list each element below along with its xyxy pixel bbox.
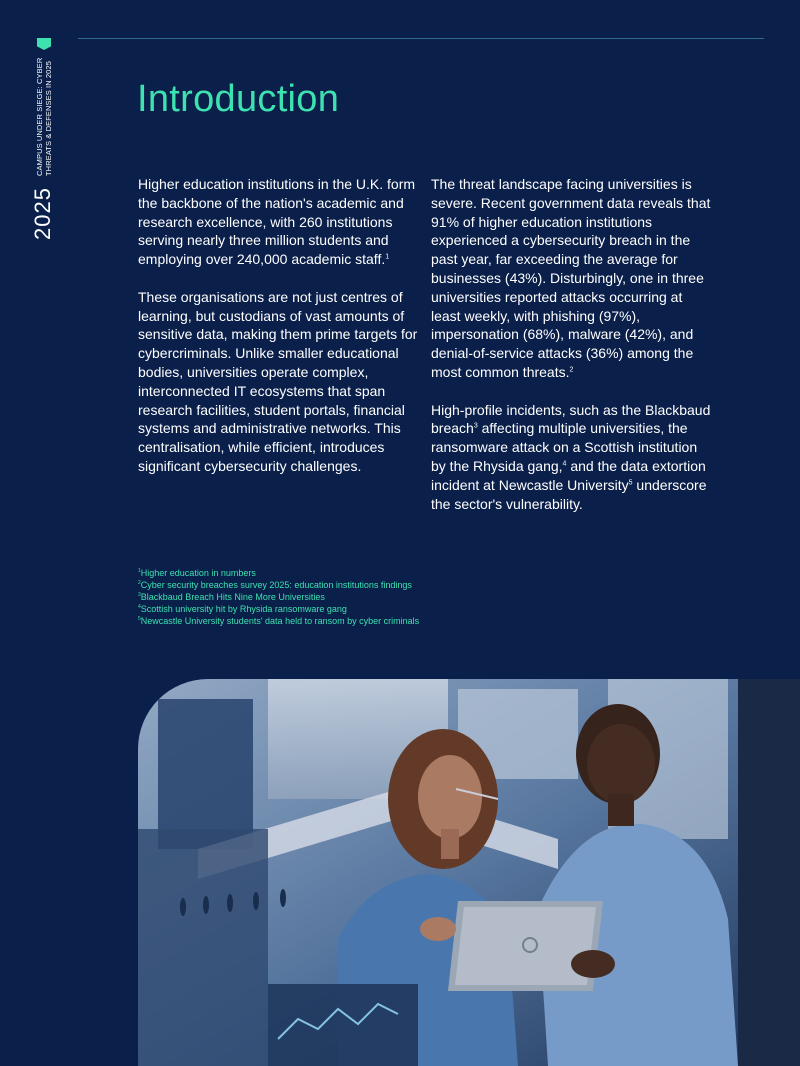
page-title: Introduction <box>137 78 340 120</box>
footnote-ref: 2 <box>569 366 574 374</box>
footnote-ref: 1 <box>385 253 390 261</box>
office-photo-illustration <box>138 679 800 1066</box>
footnote-ref: 3 <box>473 422 478 430</box>
footnote-ref: 4 <box>562 460 567 468</box>
running-header-caption: CAMPUS UNDER SIEGE: CYBER THREATS & DEFENSES IN 2025 <box>35 57 53 176</box>
running-header-year: 2025 <box>30 187 55 240</box>
right-paragraph-2: High-profile incidents, such as the Blackbaud breach$^3$ affecting multiple universities, the ransomware attack on a Scottish institution by the Rhysida gang,$^4$ and the data extortion incident at Newcastle University$^5$ underscore the sector's vulnerability. <box>431 401 711 512</box>
footnote-link[interactable]: $^1$Higher education in numbers <box>138 568 256 578</box>
footnotes <box>138 567 558 627</box>
footnote-ref: 5 <box>628 479 633 487</box>
header-divider <box>78 38 764 39</box>
right-paragraph-1: The threat landscape facing universities is severe. Recent government data reveals that 91% of higher education institutions experienced a cybersecurity breach in the past year, far exceeding the average for businesses (43%). Disturbingly, one in three universities reported attacks occurring at least weekly, with phishing (97%), impersonation (68%), malware (42%), and denial-of-service attacks (36%) among the most common threats.$^2$ <box>431 176 711 380</box>
left-paragraph-1: Higher education institutions in the U.K. form the backbone of the nation's academic and research excellence, with 260 institutions serving nearly three million students and employing over 240,000 academic staff.$^1$ <box>138 176 416 268</box>
footnote-link[interactable]: $^4$Scottish university hit by Rhysida ransomware gang <box>138 604 347 614</box>
footnote-link[interactable]: $^3$Blackbaud Breach Hits Nine More Universities <box>138 592 325 602</box>
right-text-column <box>431 175 713 532</box>
footnote-link[interactable]: $^5$Newcastle University students' data held to ransom by cyber criminals <box>138 616 420 626</box>
hero-photo <box>138 679 800 1066</box>
left-paragraph-2: These organisations are not just centres of learning, but custodians of vast amounts of sensitive data, making them prime targets for cybercriminals. Unlike smaller educational bodies, universities operate complex, interconnected IT ecosystems that span research facilities, student portals, financial systems and administrative networks. This centralisation, while efficient, introduces significant cybersecurity challenges. <box>138 288 418 474</box>
footnote-link[interactable]: $^2$Cyber security breaches survey 2025: education institutions findings <box>138 580 412 590</box>
left-text-column <box>138 175 420 495</box>
